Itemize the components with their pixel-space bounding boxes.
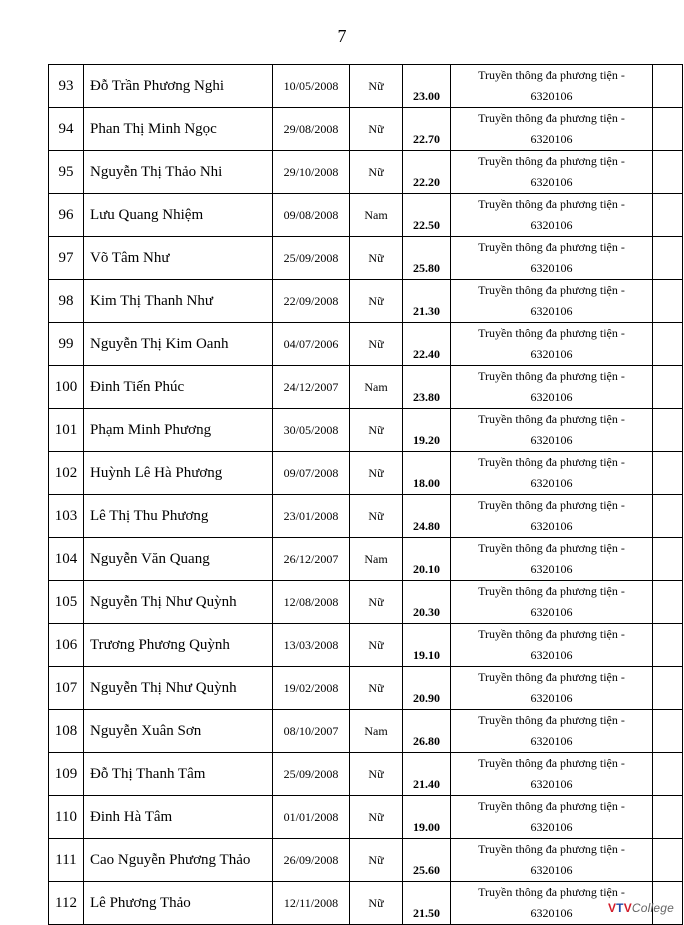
- table-row: [49, 882, 683, 925]
- score: 20.10: [403, 538, 451, 581]
- major: [451, 452, 653, 495]
- table-row: [49, 495, 683, 538]
- page-number: 7: [337, 26, 347, 46]
- student-name: Lưu Quang Nhiệm: [84, 194, 273, 237]
- gender: Nữ: [350, 323, 403, 366]
- major-code: 6320106: [530, 648, 573, 662]
- major-code: 6320106: [530, 519, 573, 533]
- date-of-birth: 23/01/2008: [273, 495, 350, 538]
- major: [451, 839, 653, 882]
- major: [451, 796, 653, 839]
- note-cell: [653, 538, 683, 581]
- major-name: Truyền thông đa phương tiện -: [478, 713, 625, 727]
- score: 18.00: [403, 452, 451, 495]
- major-name: Truyền thông đa phương tiện -: [478, 68, 625, 82]
- major: [451, 65, 653, 108]
- major: [451, 667, 653, 710]
- table-row: [49, 151, 683, 194]
- date-of-birth: 26/12/2007: [273, 538, 350, 581]
- major-code: 6320106: [530, 175, 573, 189]
- gender: Nữ: [350, 237, 403, 280]
- score: 22.70: [403, 108, 451, 151]
- major: [451, 151, 653, 194]
- major: [451, 366, 653, 409]
- date-of-birth: 24/12/2007: [273, 366, 350, 409]
- major: [451, 495, 653, 538]
- score: 21.50: [403, 882, 451, 925]
- major-code: 6320106: [530, 906, 573, 920]
- row-number: 95: [49, 151, 84, 194]
- row-number: 112: [49, 882, 84, 925]
- major-name: Truyền thông đa phương tiện -: [478, 670, 625, 684]
- major-code: 6320106: [530, 820, 573, 834]
- major-name: Truyền thông đa phương tiện -: [478, 326, 625, 340]
- score: 21.30: [403, 280, 451, 323]
- major-name: Truyền thông đa phương tiện -: [478, 584, 625, 598]
- major-name: Truyền thông đa phương tiện -: [478, 455, 625, 469]
- major-code: 6320106: [530, 562, 573, 576]
- gender: Nam: [350, 366, 403, 409]
- student-name: Đinh Hà Tâm: [84, 796, 273, 839]
- table-row: [49, 538, 683, 581]
- student-table: [48, 64, 683, 925]
- student-name: Nguyễn Thị Kim Oanh: [84, 323, 273, 366]
- student-name: Trương Phương Quỳnh: [84, 624, 273, 667]
- gender: Nữ: [350, 151, 403, 194]
- major-code: 6320106: [530, 734, 573, 748]
- major-code: 6320106: [530, 132, 573, 146]
- table-row: [49, 710, 683, 753]
- score: 19.20: [403, 409, 451, 452]
- student-name: Lê Phương Thảo: [84, 882, 273, 925]
- row-number: 98: [49, 280, 84, 323]
- date-of-birth: 01/01/2008: [273, 796, 350, 839]
- watermark-letter: V: [623, 901, 632, 915]
- watermark-letter: T: [616, 901, 624, 915]
- major: [451, 581, 653, 624]
- note-cell: [653, 624, 683, 667]
- student-name: Lê Thị Thu Phương: [84, 495, 273, 538]
- student-name: Đinh Tiến Phúc: [84, 366, 273, 409]
- student-name: Nguyễn Thị Như Quỳnh: [84, 667, 273, 710]
- date-of-birth: 12/08/2008: [273, 581, 350, 624]
- major-code: 6320106: [530, 863, 573, 877]
- note-cell: [653, 710, 683, 753]
- vtv-college-watermark: [608, 901, 674, 915]
- row-number: 93: [49, 65, 84, 108]
- note-cell: [653, 108, 683, 151]
- student-name: Nguyễn Văn Quang: [84, 538, 273, 581]
- score: 23.80: [403, 366, 451, 409]
- row-number: 105: [49, 581, 84, 624]
- score: 19.00: [403, 796, 451, 839]
- student-name: Cao Nguyễn Phương Thảo: [84, 839, 273, 882]
- date-of-birth: 09/07/2008: [273, 452, 350, 495]
- gender: Nữ: [350, 452, 403, 495]
- gender: Nam: [350, 710, 403, 753]
- gender: Nữ: [350, 280, 403, 323]
- date-of-birth: 09/08/2008: [273, 194, 350, 237]
- gender: Nữ: [350, 65, 403, 108]
- note-cell: [653, 65, 683, 108]
- major-code: 6320106: [530, 390, 573, 404]
- gender: Nữ: [350, 409, 403, 452]
- major-name: Truyền thông đa phương tiện -: [478, 627, 625, 641]
- note-cell: [653, 495, 683, 538]
- row-number: 109: [49, 753, 84, 796]
- major-code: 6320106: [530, 261, 573, 275]
- major-code: 6320106: [530, 347, 573, 361]
- student-name: Phạm Minh Phương: [84, 409, 273, 452]
- table-row: [49, 280, 683, 323]
- major-name: Truyền thông đa phương tiện -: [478, 412, 625, 426]
- row-number: 100: [49, 366, 84, 409]
- date-of-birth: 25/09/2008: [273, 237, 350, 280]
- student-name: Nguyễn Thị Như Quỳnh: [84, 581, 273, 624]
- gender: Nam: [350, 194, 403, 237]
- gender: Nữ: [350, 753, 403, 796]
- note-cell: [653, 237, 683, 280]
- gender: Nữ: [350, 108, 403, 151]
- major-name: Truyền thông đa phương tiện -: [478, 799, 625, 813]
- row-number: 102: [49, 452, 84, 495]
- table-row: [49, 581, 683, 624]
- note-cell: [653, 280, 683, 323]
- gender: Nữ: [350, 839, 403, 882]
- major-code: 6320106: [530, 777, 573, 791]
- score: 25.60: [403, 839, 451, 882]
- major: [451, 280, 653, 323]
- note-cell: [653, 753, 683, 796]
- major-code: 6320106: [530, 691, 573, 705]
- major: [451, 323, 653, 366]
- note-cell: [653, 667, 683, 710]
- gender: Nữ: [350, 882, 403, 925]
- table-row: [49, 194, 683, 237]
- note-cell: [653, 452, 683, 495]
- major-name: Truyền thông đa phương tiện -: [478, 756, 625, 770]
- watermark-text: College: [631, 901, 674, 915]
- table-row: [49, 839, 683, 882]
- major: [451, 409, 653, 452]
- table-row: [49, 667, 683, 710]
- major-code: 6320106: [530, 89, 573, 103]
- note-cell: [653, 366, 683, 409]
- row-number: 97: [49, 237, 84, 280]
- gender: Nữ: [350, 624, 403, 667]
- student-name: Kim Thị Thanh Như: [84, 280, 273, 323]
- major-name: Truyền thông đa phương tiện -: [478, 369, 625, 383]
- student-name: Nguyễn Xuân Sơn: [84, 710, 273, 753]
- student-name: Huỳnh Lê Hà Phương: [84, 452, 273, 495]
- row-number: 101: [49, 409, 84, 452]
- table-row: [49, 624, 683, 667]
- date-of-birth: 13/03/2008: [273, 624, 350, 667]
- date-of-birth: 08/10/2007: [273, 710, 350, 753]
- date-of-birth: 19/02/2008: [273, 667, 350, 710]
- table-row: [49, 108, 683, 151]
- major-name: Truyền thông đa phương tiện -: [478, 498, 625, 512]
- date-of-birth: 12/11/2008: [273, 882, 350, 925]
- major-name: Truyền thông đa phương tiện -: [478, 842, 625, 856]
- major: [451, 538, 653, 581]
- table-row: [49, 796, 683, 839]
- gender: Nữ: [350, 495, 403, 538]
- gender: Nam: [350, 538, 403, 581]
- date-of-birth: 25/09/2008: [273, 753, 350, 796]
- row-number: 111: [49, 839, 84, 882]
- major-name: Truyền thông đa phương tiện -: [478, 541, 625, 555]
- major: [451, 237, 653, 280]
- major: [451, 753, 653, 796]
- date-of-birth: 04/07/2006: [273, 323, 350, 366]
- score: 19.10: [403, 624, 451, 667]
- major-name: Truyền thông đa phương tiện -: [478, 197, 625, 211]
- note-cell: [653, 839, 683, 882]
- student-name: Đỗ Thị Thanh Tâm: [84, 753, 273, 796]
- note-cell: [653, 581, 683, 624]
- note-cell: [653, 151, 683, 194]
- row-number: 107: [49, 667, 84, 710]
- score: 22.50: [403, 194, 451, 237]
- note-cell: [653, 323, 683, 366]
- major: [451, 194, 653, 237]
- gender: Nữ: [350, 796, 403, 839]
- note-cell: [653, 796, 683, 839]
- major-code: 6320106: [530, 304, 573, 318]
- score: 23.00: [403, 65, 451, 108]
- student-name: Võ Tâm Như: [84, 237, 273, 280]
- note-cell: [653, 194, 683, 237]
- major-code: 6320106: [530, 433, 573, 447]
- date-of-birth: 10/05/2008: [273, 65, 350, 108]
- date-of-birth: 22/09/2008: [273, 280, 350, 323]
- student-name: Phan Thị Minh Ngọc: [84, 108, 273, 151]
- table-row: [49, 323, 683, 366]
- table-row: [49, 452, 683, 495]
- date-of-birth: 26/09/2008: [273, 839, 350, 882]
- major-code: 6320106: [530, 218, 573, 232]
- row-number: 103: [49, 495, 84, 538]
- major-name: Truyền thông đa phương tiện -: [478, 283, 625, 297]
- major: [451, 624, 653, 667]
- gender: Nữ: [350, 667, 403, 710]
- major: [451, 710, 653, 753]
- major-name: Truyền thông đa phương tiện -: [478, 240, 625, 254]
- student-name: Nguyễn Thị Thảo Nhi: [84, 151, 273, 194]
- watermark-letter: V: [607, 901, 617, 915]
- date-of-birth: 30/05/2008: [273, 409, 350, 452]
- row-number: 106: [49, 624, 84, 667]
- major-name: Truyền thông đa phương tiện -: [478, 111, 625, 125]
- score: 22.40: [403, 323, 451, 366]
- score: 20.30: [403, 581, 451, 624]
- score: 20.90: [403, 667, 451, 710]
- major-name: Truyền thông đa phương tiện -: [478, 154, 625, 168]
- table-row: [49, 237, 683, 280]
- row-number: 110: [49, 796, 84, 839]
- score: 21.40: [403, 753, 451, 796]
- row-number: 108: [49, 710, 84, 753]
- row-number: 94: [49, 108, 84, 151]
- score: 22.20: [403, 151, 451, 194]
- major-code: 6320106: [530, 605, 573, 619]
- date-of-birth: 29/08/2008: [273, 108, 350, 151]
- row-number: 104: [49, 538, 84, 581]
- score: 25.80: [403, 237, 451, 280]
- date-of-birth: 29/10/2008: [273, 151, 350, 194]
- note-cell: [653, 409, 683, 452]
- major-name: Truyền thông đa phương tiện -: [478, 885, 625, 899]
- score: 26.80: [403, 710, 451, 753]
- table-row: [49, 366, 683, 409]
- row-number: 96: [49, 194, 84, 237]
- score: 24.80: [403, 495, 451, 538]
- table-row: [49, 65, 683, 108]
- student-name: Đỗ Trần Phương Nghi: [84, 65, 273, 108]
- row-number: 99: [49, 323, 84, 366]
- major-code: 6320106: [530, 476, 573, 490]
- table-row: [49, 753, 683, 796]
- gender: Nữ: [350, 581, 403, 624]
- table-row: [49, 409, 683, 452]
- major: [451, 108, 653, 151]
